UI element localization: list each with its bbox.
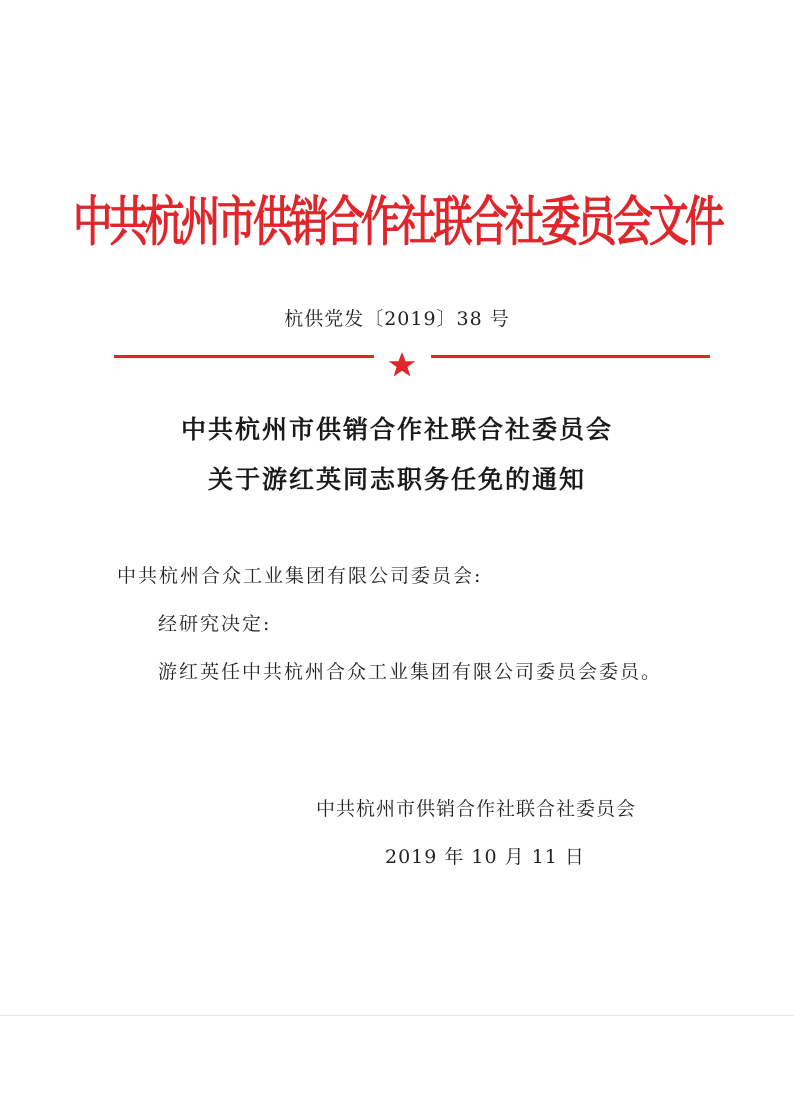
- document-number: 杭供党发〔2019〕38 号: [284, 308, 510, 330]
- star-icon: [387, 350, 417, 380]
- addressee: 中共杭州合众工业集团有限公司委员会:: [117, 565, 483, 587]
- notice-title-line-1: 中共杭州市供销合作社联合社委员会: [180, 415, 613, 444]
- red-separator: [114, 344, 710, 384]
- page-bottom-divider: [0, 1015, 794, 1016]
- separator-line-left: [114, 355, 374, 358]
- body-paragraph: 游红英任中共杭州合众工业集团有限公司委员会委员。: [158, 661, 663, 683]
- red-masthead: [0, 188, 794, 258]
- body-paragraph: 经研究决定:: [158, 613, 272, 635]
- masthead-text: 中共杭州市供销合作社联合社委员会文件: [73, 191, 721, 254]
- signing-date: 2019 年 10 月 11 日: [385, 846, 585, 868]
- notice-title-line-2: 关于游红英同志职务任免的通知: [207, 465, 586, 494]
- signing-organization: 中共杭州市供销合作社联合社委员会: [316, 798, 637, 820]
- separator-line-right: [431, 355, 710, 358]
